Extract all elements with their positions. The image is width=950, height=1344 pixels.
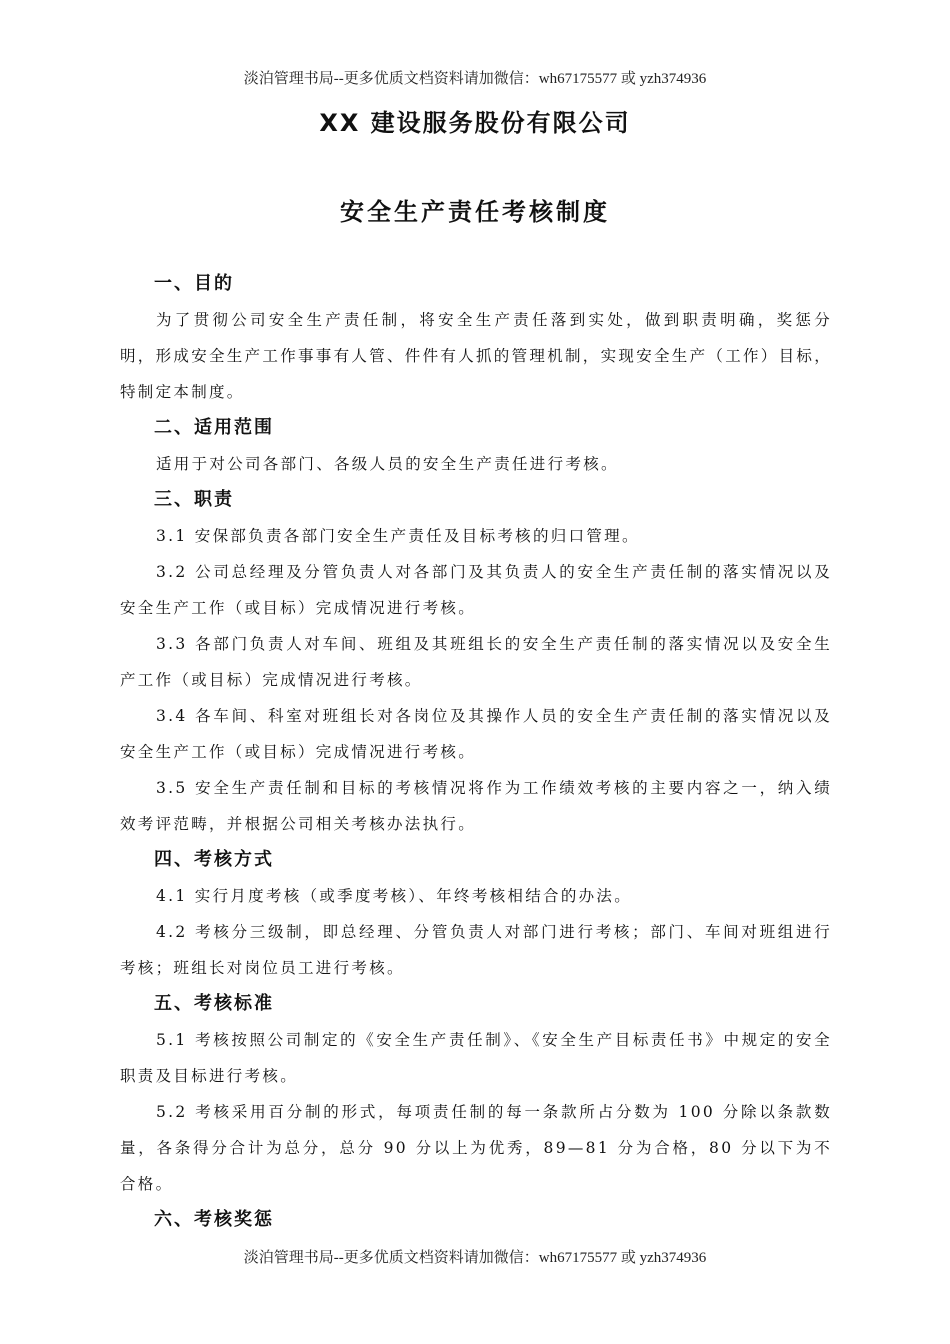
page-footer: 淡泊管理书局--更多优质文档资料请加微信：wh67175577 或 yzh374936 xyxy=(243,1250,707,1266)
section-heading: 一、目的 xyxy=(154,273,234,294)
section-heading: 三、职责 xyxy=(154,489,234,510)
paragraph: 3.4 各车间、科室对班组长对各岗位及其操作人员的安全生产责任制的落实情况以及安全生产工作（或目标）完成情况进行考核。 xyxy=(120,707,832,761)
paragraph: 5.2 考核采用百分制的形式，每项责任制的每一条款所占分数为 100 分除以条款数量，各条得分合计为总分，总分 90 分以上为优秀，89—81 分为合格，80 分以下为不合格。 xyxy=(120,1103,832,1193)
paragraph: 5.1 考核按照公司制定的《安全生产责任制》、《安全生产目标责任书》中规定的安全职责及目标进行考核。 xyxy=(120,1031,832,1085)
paragraph: 为了贯彻公司安全生产责任制，将安全生产责任落到实处，做到职责明确，奖惩分明，形成安全生产工作事事有人管、件件有人抓的管理机制，实现安全生产（工作）目标，特制定本制度。 xyxy=(120,311,833,401)
section-heading: 六、考核奖惩 xyxy=(154,1209,274,1230)
paragraph: 3.2 公司总经理及分管负责人对各部门及其负责人的安全生产责任制的落实情况以及安全生产工作（或目标）完成情况进行考核。 xyxy=(120,563,832,617)
paragraph: 适用于对公司各部门、各级人员的安全生产责任进行考核。 xyxy=(156,455,619,473)
paragraph: 3.1 安保部负责各部门安全生产责任及目标考核的归口管理。 xyxy=(156,527,640,545)
company-name: XX 建设服务股份有限公司 xyxy=(319,109,631,137)
section-heading: 四、考核方式 xyxy=(154,849,274,870)
section-heading: 五、考核标准 xyxy=(154,993,274,1014)
paragraph: 4.1 实行月度考核（或季度考核）、年终考核相结合的办法。 xyxy=(156,887,633,905)
document-body xyxy=(120,266,832,1238)
document-title: 安全生产责任考核制度 xyxy=(340,198,610,226)
page-header: 淡泊管理书局--更多优质文档资料请加微信：wh67175577 或 yzh374936 xyxy=(243,71,707,87)
section-heading: 二、适用范围 xyxy=(154,417,274,438)
paragraph: 3.3 各部门负责人对车间、班组及其班组长的安全生产责任制的落实情况以及安全生产工作（或目标）完成情况进行考核。 xyxy=(120,635,832,689)
paragraph: 4.2 考核分三级制，即总经理、分管负责人对部门进行考核；部门、车间对班组进行考核；班组长对岗位员工进行考核。 xyxy=(120,923,832,977)
paragraph: 3.5 安全生产责任制和目标的考核情况将作为工作绩效考核的主要内容之一，纳入绩效考评范畴，并根据公司相关考核办法执行。 xyxy=(120,779,832,833)
